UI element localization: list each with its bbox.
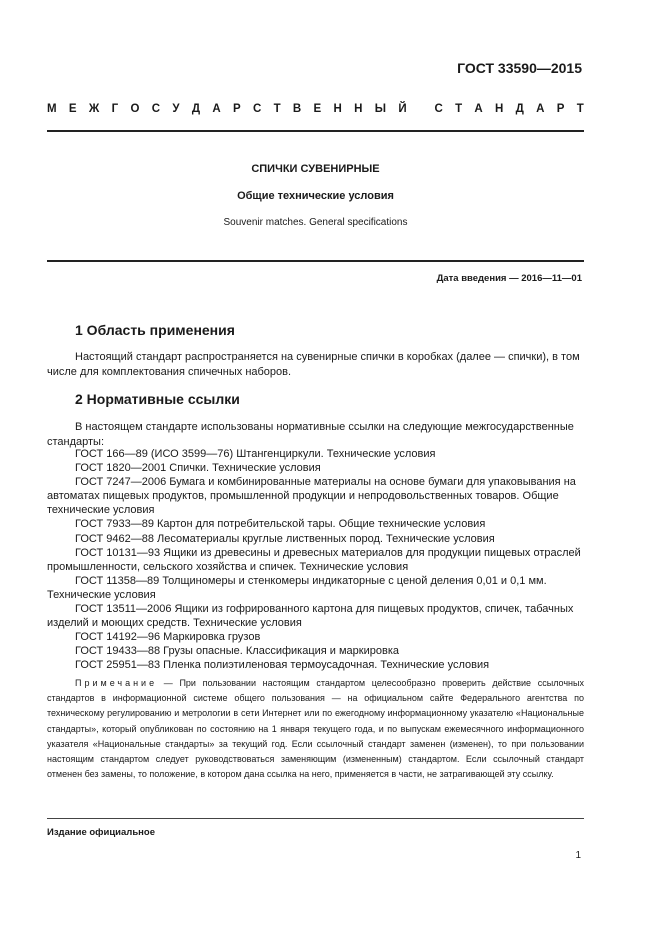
banner-letter: В bbox=[292, 103, 302, 115]
banner-letter: Н bbox=[333, 103, 342, 115]
standard-code: ГОСТ 33590—2015 bbox=[457, 60, 582, 76]
title-divider bbox=[47, 260, 584, 262]
document-subtitle: Общие технические условия bbox=[237, 190, 394, 202]
banner-letter: Н bbox=[354, 103, 363, 115]
banner-letter: М bbox=[47, 103, 57, 115]
reference-item: ГОСТ 14192—96 Маркировка грузов bbox=[75, 631, 261, 644]
interstate-standard-banner bbox=[47, 103, 584, 115]
reference-item: ГОСТ 9462—88 Лесоматериалы круглые лиственных пород. Технические условия bbox=[75, 532, 495, 545]
reference-item: ГОСТ 25951—83 Пленка полиэтиленовая термоусадочная. Технические условия bbox=[75, 659, 490, 672]
note-text: — При пользовании настоящим стандартом целесообразно проверить действие ссылочных стандартов в информационной системе общего пользования — на официальном сайте Федерального агентства по техническому регулированию и метрологии в сети Интернет или по ежегодному информационному указателю «Национальные стандарты», который опубликован по состоянию на 1 января текущего года, и по выпускам ежемесячного информационного указателя «Национальные стандарты» за текущий год. Если ссылочный стандарт заменен (изменен), то при пользовании настоящим стандартом следует руководствоваться заменяющим (измененным) стандартом. Если ссылочный стандарт отменен без замены, то положение, в котором дана ссылка на него, применяется в части, не затрагивающей эту ссылку. bbox=[47, 678, 584, 780]
note-label: Примечание bbox=[75, 678, 158, 688]
banner-letter: О bbox=[130, 103, 140, 115]
banner-letter: Т bbox=[273, 103, 281, 115]
banner-letter: Т bbox=[455, 103, 463, 115]
banner-letter: У bbox=[172, 103, 180, 115]
section-1-heading: 1 Область применения bbox=[75, 322, 235, 338]
reference-item: ГОСТ 10131—93 Ящики из древесины и древесных материалов для продукции пищевых отраслей промышленности, сельского хозяйства и спичек. Технические условия bbox=[47, 546, 581, 573]
banner-letter: Д bbox=[515, 103, 524, 115]
official-edition-label: Издание официальное bbox=[47, 827, 155, 838]
document-title: СПИЧКИ СУВЕНИРНЫЕ bbox=[251, 163, 380, 175]
banner-letter: С bbox=[151, 103, 161, 115]
banner-letter: Р bbox=[556, 103, 565, 115]
reference-item: ГОСТ 11358—89 Толщиномеры и стенкомеры индикаторные с ценой деления 0,01 и 0,1 мм. Технические условия bbox=[47, 574, 547, 601]
english-title: Souvenir matches. General specifications bbox=[223, 217, 408, 228]
banner-letter: Е bbox=[313, 103, 322, 115]
banner-letter: Т bbox=[576, 103, 584, 115]
banner-letter: С bbox=[434, 103, 443, 115]
banner-letter: А bbox=[536, 103, 545, 115]
banner-letter: Н bbox=[495, 103, 504, 115]
normative-references-list bbox=[47, 447, 584, 673]
banner-letter: Р bbox=[232, 103, 241, 115]
reference-item: ГОСТ 1820—2001 Спички. Технические условия bbox=[75, 462, 321, 475]
reference-item: ГОСТ 166—89 (ИСО 3599—76) Штангенциркули. Технические условия bbox=[75, 448, 436, 460]
page-number: 1 bbox=[575, 850, 581, 861]
banner-letter: Е bbox=[68, 103, 77, 115]
banner-letter bbox=[419, 103, 422, 115]
section-2-intro: В настоящем стандарте использованы нормативные ссылки на следующие межгосударственные стандарты: bbox=[47, 421, 574, 448]
banner-letter: Ы bbox=[374, 103, 387, 115]
banner-letter: Й bbox=[398, 103, 407, 115]
reference-item: ГОСТ 13511—2006 Ящики из гофрированного картона для пищевых продуктов, спичек, табачных изделий и моющих средств. Технические условия bbox=[47, 603, 574, 630]
banner-letter: А bbox=[474, 103, 483, 115]
reference-item: ГОСТ 19433—88 Грузы опасные. Классификация и маркировка bbox=[75, 645, 399, 658]
footer-divider bbox=[47, 818, 584, 819]
introduction-date: Дата введения — 2016—11—01 bbox=[436, 273, 582, 284]
banner-letter: Д bbox=[191, 103, 201, 115]
banner-letter: С bbox=[252, 103, 262, 115]
reference-item: ГОСТ 7933—89 Картон для потребительской тары. Общие технические условия bbox=[75, 518, 486, 531]
banner-letter: Ж bbox=[88, 103, 100, 115]
note-paragraph bbox=[47, 676, 584, 782]
section-1-text: Настоящий стандарт распространяется на сувенирные спички в коробках (далее — спички), в том числе для комплектования спичечных наборов. bbox=[47, 351, 580, 378]
header-divider bbox=[47, 130, 584, 132]
banner-letter: Г bbox=[111, 103, 119, 115]
reference-item: ГОСТ 7247—2006 Бумага и комбинированные материалы на основе бумаги для упаковывания на автоматах пищевых продуктов, промышленной продукции и непродовольственных товаров. Общие технические условия bbox=[47, 476, 576, 517]
section-2-heading: 2 Нормативные ссылки bbox=[75, 391, 240, 407]
banner-letter: А bbox=[212, 103, 221, 115]
